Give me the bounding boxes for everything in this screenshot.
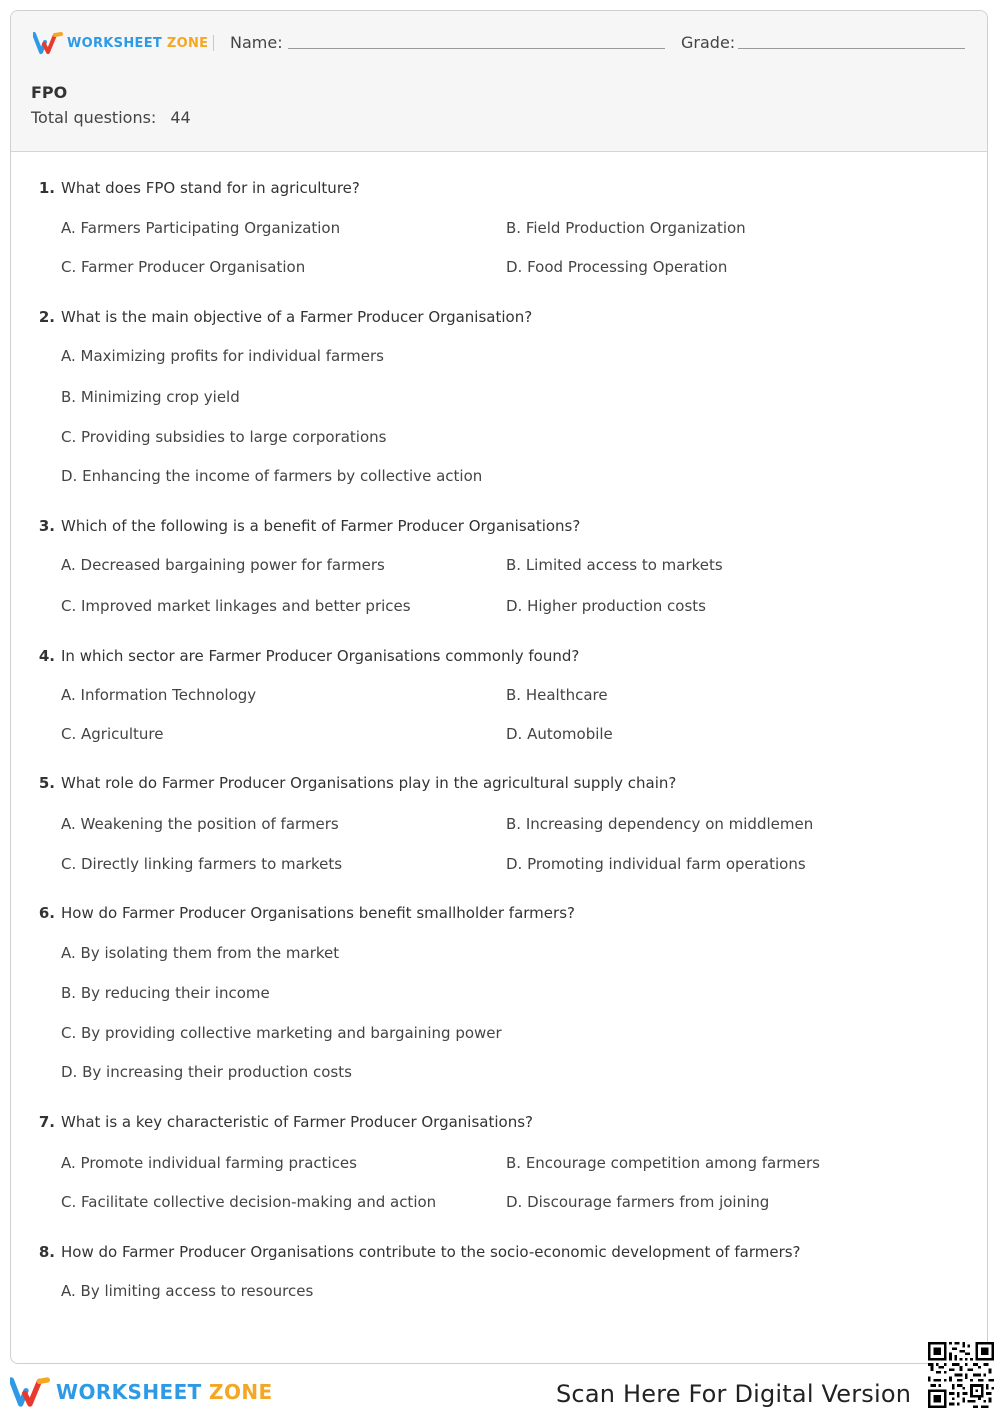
brand-accent: ZONE	[166, 35, 209, 51]
answer-option[interactable]: C. Facilitate collective decision-making and action	[61, 1193, 437, 1211]
question-text: How do Farmer Producer Organisations benefit smallholder farmers?	[61, 904, 575, 922]
question-text: How do Farmer Producer Organisations contribute to the socio-economic development of farmers?	[61, 1243, 801, 1261]
w-logo-icon	[10, 1376, 50, 1408]
answer-option[interactable]: B. Healthcare	[506, 686, 608, 704]
brand-name	[67, 36, 208, 51]
answer-option[interactable]: D. Food Processing Operation	[506, 258, 728, 276]
total-value: 44	[170, 108, 191, 127]
worksheetzone-logo	[33, 31, 208, 55]
question-text: In which sector are Farmer Producer Organisations commonly found?	[61, 647, 580, 665]
answer-option[interactable]: A. Information Technology	[61, 686, 257, 704]
question-text: What role do Farmer Producer Organisations play in the agricultural supply chain?	[61, 774, 677, 792]
question-text: What does FPO stand for in agriculture?	[61, 179, 360, 197]
name-label: Name:	[230, 33, 283, 52]
answer-option[interactable]: B. Encourage competition among farmers	[506, 1154, 820, 1172]
answer-option[interactable]: B. Field Production Organization	[506, 219, 746, 237]
total-label: Total questions:	[31, 108, 157, 127]
answer-option[interactable]: A. By limiting access to resources	[61, 1282, 314, 1300]
answer-option[interactable]: D. Automobile	[506, 725, 613, 743]
question-number: 2.	[38, 308, 55, 326]
answer-option[interactable]: B. Limited access to markets	[506, 556, 723, 574]
worksheet-title: FPO	[31, 83, 68, 102]
brand-main: WORKSHEET	[67, 35, 163, 51]
worksheet-page	[10, 10, 988, 1364]
name-field[interactable]	[288, 48, 665, 49]
answer-option[interactable]: D. Promoting individual farm operations	[506, 855, 806, 873]
answer-option[interactable]: A. Decreased bargaining power for farmers	[61, 556, 385, 574]
answer-option[interactable]: A. Farmers Participating Organization	[61, 219, 341, 237]
answer-option[interactable]: D. Higher production costs	[506, 597, 706, 615]
question-text: Which of the following is a benefit of Farmer Producer Organisations?	[61, 517, 581, 535]
answer-option[interactable]: D. Enhancing the income of farmers by collective action	[61, 467, 483, 485]
answer-option[interactable]: C. Providing subsidies to large corporations	[61, 428, 387, 446]
answer-option[interactable]: C. By providing collective marketing and bargaining power	[61, 1024, 502, 1042]
scan-caption: Scan Here For Digital Version	[556, 1380, 912, 1408]
answer-option[interactable]: A. By isolating them from the market	[61, 944, 340, 962]
question-text: What is a key characteristic of Farmer Producer Organisations?	[61, 1113, 533, 1131]
question-number: 6.	[38, 904, 55, 922]
answer-option[interactable]: B. Minimizing crop yield	[61, 388, 240, 406]
question-number: 1.	[38, 179, 55, 197]
w-logo-icon	[33, 31, 63, 55]
footer-brand-name	[56, 1380, 273, 1404]
question-text: What is the main objective of a Farmer Producer Organisation?	[61, 308, 533, 326]
footer-logo	[10, 1376, 273, 1408]
answer-option[interactable]: A. Weakening the position of farmers	[61, 815, 339, 833]
answer-option[interactable]: C. Farmer Producer Organisation	[61, 258, 306, 276]
question-number: 3.	[38, 517, 55, 535]
answer-option[interactable]: D. By increasing their production costs	[61, 1063, 352, 1081]
question-number: 7.	[38, 1113, 55, 1131]
answer-option[interactable]: B. Increasing dependency on middlemen	[506, 815, 814, 833]
question-number: 5.	[38, 774, 55, 792]
total-questions	[31, 108, 191, 127]
question-number: 4.	[38, 647, 55, 665]
footer-brand-accent: ZONE	[209, 1380, 273, 1404]
footer-brand-main: WORKSHEET	[56, 1380, 202, 1404]
header-divider	[213, 35, 214, 51]
answer-option[interactable]: B. By reducing their income	[61, 984, 270, 1002]
answer-option[interactable]: C. Directly linking farmers to markets	[61, 855, 343, 873]
answer-option[interactable]: A. Maximizing profits for individual farmers	[61, 347, 384, 365]
answer-option[interactable]: C. Improved market linkages and better prices	[61, 597, 411, 615]
grade-field[interactable]	[738, 48, 965, 49]
question-number: 8.	[38, 1243, 55, 1261]
qr-code-icon[interactable]	[928, 1342, 994, 1408]
grade-label: Grade:	[681, 33, 736, 52]
worksheet-header	[11, 11, 987, 152]
answer-option[interactable]: C. Agriculture	[61, 725, 164, 743]
answer-option[interactable]: D. Discourage farmers from joining	[506, 1193, 770, 1211]
answer-option[interactable]: A. Promote individual farming practices	[61, 1154, 357, 1172]
